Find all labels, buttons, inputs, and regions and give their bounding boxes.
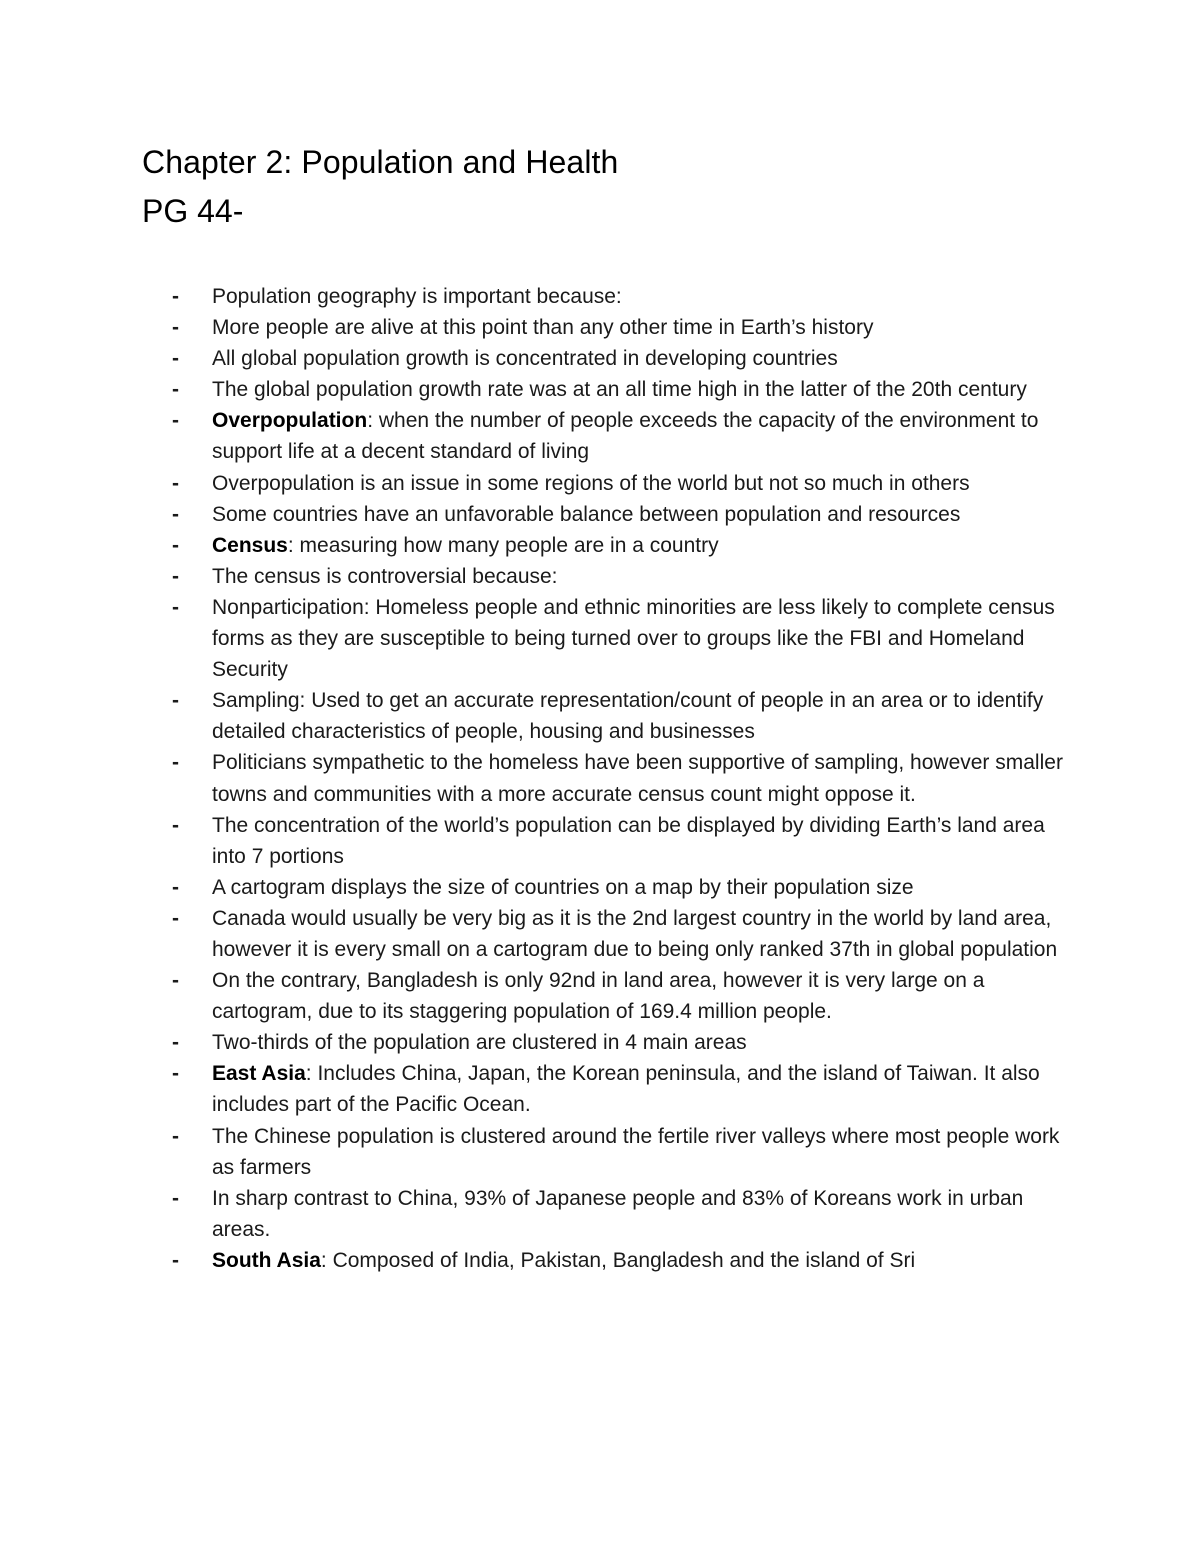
bullet-dash: - bbox=[172, 1031, 179, 1055]
list-item bbox=[172, 312, 1072, 343]
list-item-text: Population geography is important because: bbox=[212, 285, 622, 308]
list-item-text: : Includes China, Japan, the Korean peninsula, and the island of Taiwan. It also includes part of the Pacific Ocean. bbox=[212, 1062, 1040, 1117]
list-item-text: Politicians sympathetic to the homeless have been supportive of sampling, however smaller towns and communities with a more accurate census count might oppose it. bbox=[212, 751, 1063, 806]
list-item bbox=[172, 965, 1072, 1027]
list-item bbox=[172, 281, 1072, 312]
list-item-text: Sampling: Used to get an accurate representation/count of people in an area or to identify detailed characteristics of people, housing and businesses bbox=[212, 689, 1044, 744]
list-item-text: The global population growth rate was at an all time high in the latter of the 20th century bbox=[212, 378, 1027, 402]
list-item-text: The concentration of the world’s population can be displayed by dividing Earth’s land area into 7 portions bbox=[212, 813, 1045, 868]
bullet-dash: - bbox=[172, 502, 179, 526]
list-item-text: All global population growth is concentrated in developing countries bbox=[212, 347, 838, 371]
list-item bbox=[172, 343, 1072, 374]
list-item-text: : Composed of India, Pakistan, Bangladesh and the island of Sri bbox=[320, 1248, 916, 1272]
list-item-text: : when the number of people exceeds the capacity of the environment to support life at a decent standard of living bbox=[212, 409, 1039, 464]
bullet-dash: - bbox=[172, 969, 179, 993]
list-item-text: Two-thirds of the population are clustered in 4 main areas bbox=[212, 1031, 747, 1055]
bullet-dash: - bbox=[172, 471, 179, 495]
list-item-text: Nonparticipation: Homeless people and ethnic minorities are less likely to complete census forms as they are susceptible to being turned over to groups like the FBI and Homeland Security bbox=[212, 595, 1055, 682]
list-item bbox=[172, 405, 1072, 467]
bullet-dash: - bbox=[172, 875, 179, 899]
bullet-dash: - bbox=[172, 689, 179, 713]
list-item bbox=[172, 1183, 1072, 1245]
bold-term: Overpopulation bbox=[212, 409, 368, 433]
bullet-dash: - bbox=[172, 1186, 179, 1210]
page-subtitle: PG 44- bbox=[142, 193, 244, 229]
list-item-text: Some countries have an unfavorable balance between population and resources bbox=[212, 502, 961, 526]
bullet-dash: - bbox=[172, 751, 179, 775]
list-item-text: The Chinese population is clustered around the fertile river valleys where most people work as farmers bbox=[212, 1124, 1060, 1179]
bullet-dash: - bbox=[172, 1248, 179, 1272]
list-item bbox=[172, 530, 1072, 561]
notes-list bbox=[172, 281, 1072, 1276]
list-item-text: Canada would usually be very big as it is the 2nd largest country in the world by land area, however it is every small on a cartogram due to being only ranked 37th in global population bbox=[212, 906, 1058, 961]
bullet-dash: - bbox=[172, 1062, 179, 1086]
bullet-dash: - bbox=[172, 378, 179, 402]
list-item-text: : measuring how many people are in a country bbox=[287, 533, 719, 557]
list-item bbox=[172, 374, 1072, 405]
bold-term: East Asia bbox=[212, 1062, 306, 1086]
bullet-dash: - bbox=[172, 906, 179, 930]
list-item bbox=[172, 561, 1072, 592]
list-item bbox=[172, 810, 1072, 872]
list-item bbox=[172, 1058, 1072, 1120]
bullet-dash: - bbox=[172, 1124, 179, 1148]
bullet-dash: - bbox=[172, 347, 179, 371]
bold-term: South Asia bbox=[212, 1248, 321, 1272]
list-item-text: On the contrary, Bangladesh is only 92nd in land area, however it is very large on a cartogram, due to its staggering population of 169.4 million people. bbox=[212, 969, 985, 1024]
list-item bbox=[172, 468, 1072, 499]
page-title: Chapter 2: Population and Health bbox=[142, 144, 619, 180]
list-item bbox=[172, 499, 1072, 530]
bullet-dash: - bbox=[172, 813, 179, 837]
list-item-text: A cartogram displays the size of countries on a map by their population size bbox=[212, 875, 914, 899]
list-item bbox=[172, 592, 1072, 685]
bullet-dash: - bbox=[172, 409, 179, 433]
bullet-dash: - bbox=[172, 316, 179, 340]
list-item-text: More people are alive at this point than any other time in Earth’s history bbox=[212, 316, 874, 340]
bullet-dash: - bbox=[172, 285, 179, 308]
list-item-text: In sharp contrast to China, 93% of Japanese people and 83% of Koreans work in urban areas. bbox=[212, 1186, 1024, 1241]
bullet-dash: - bbox=[172, 564, 179, 588]
list-item bbox=[172, 747, 1072, 809]
list-item bbox=[172, 1027, 1072, 1058]
list-item bbox=[172, 872, 1072, 903]
list-item-text: The census is controversial because: bbox=[212, 564, 558, 588]
list-item-text: Overpopulation is an issue in some regions of the world but not so much in others bbox=[212, 471, 970, 495]
bullet-dash: - bbox=[172, 533, 179, 557]
list-item bbox=[172, 903, 1072, 965]
list-item bbox=[172, 1245, 1072, 1276]
bold-term: Census bbox=[212, 533, 288, 557]
bullet-dash: - bbox=[172, 595, 179, 619]
list-item bbox=[172, 1121, 1072, 1183]
list-item bbox=[172, 685, 1072, 747]
